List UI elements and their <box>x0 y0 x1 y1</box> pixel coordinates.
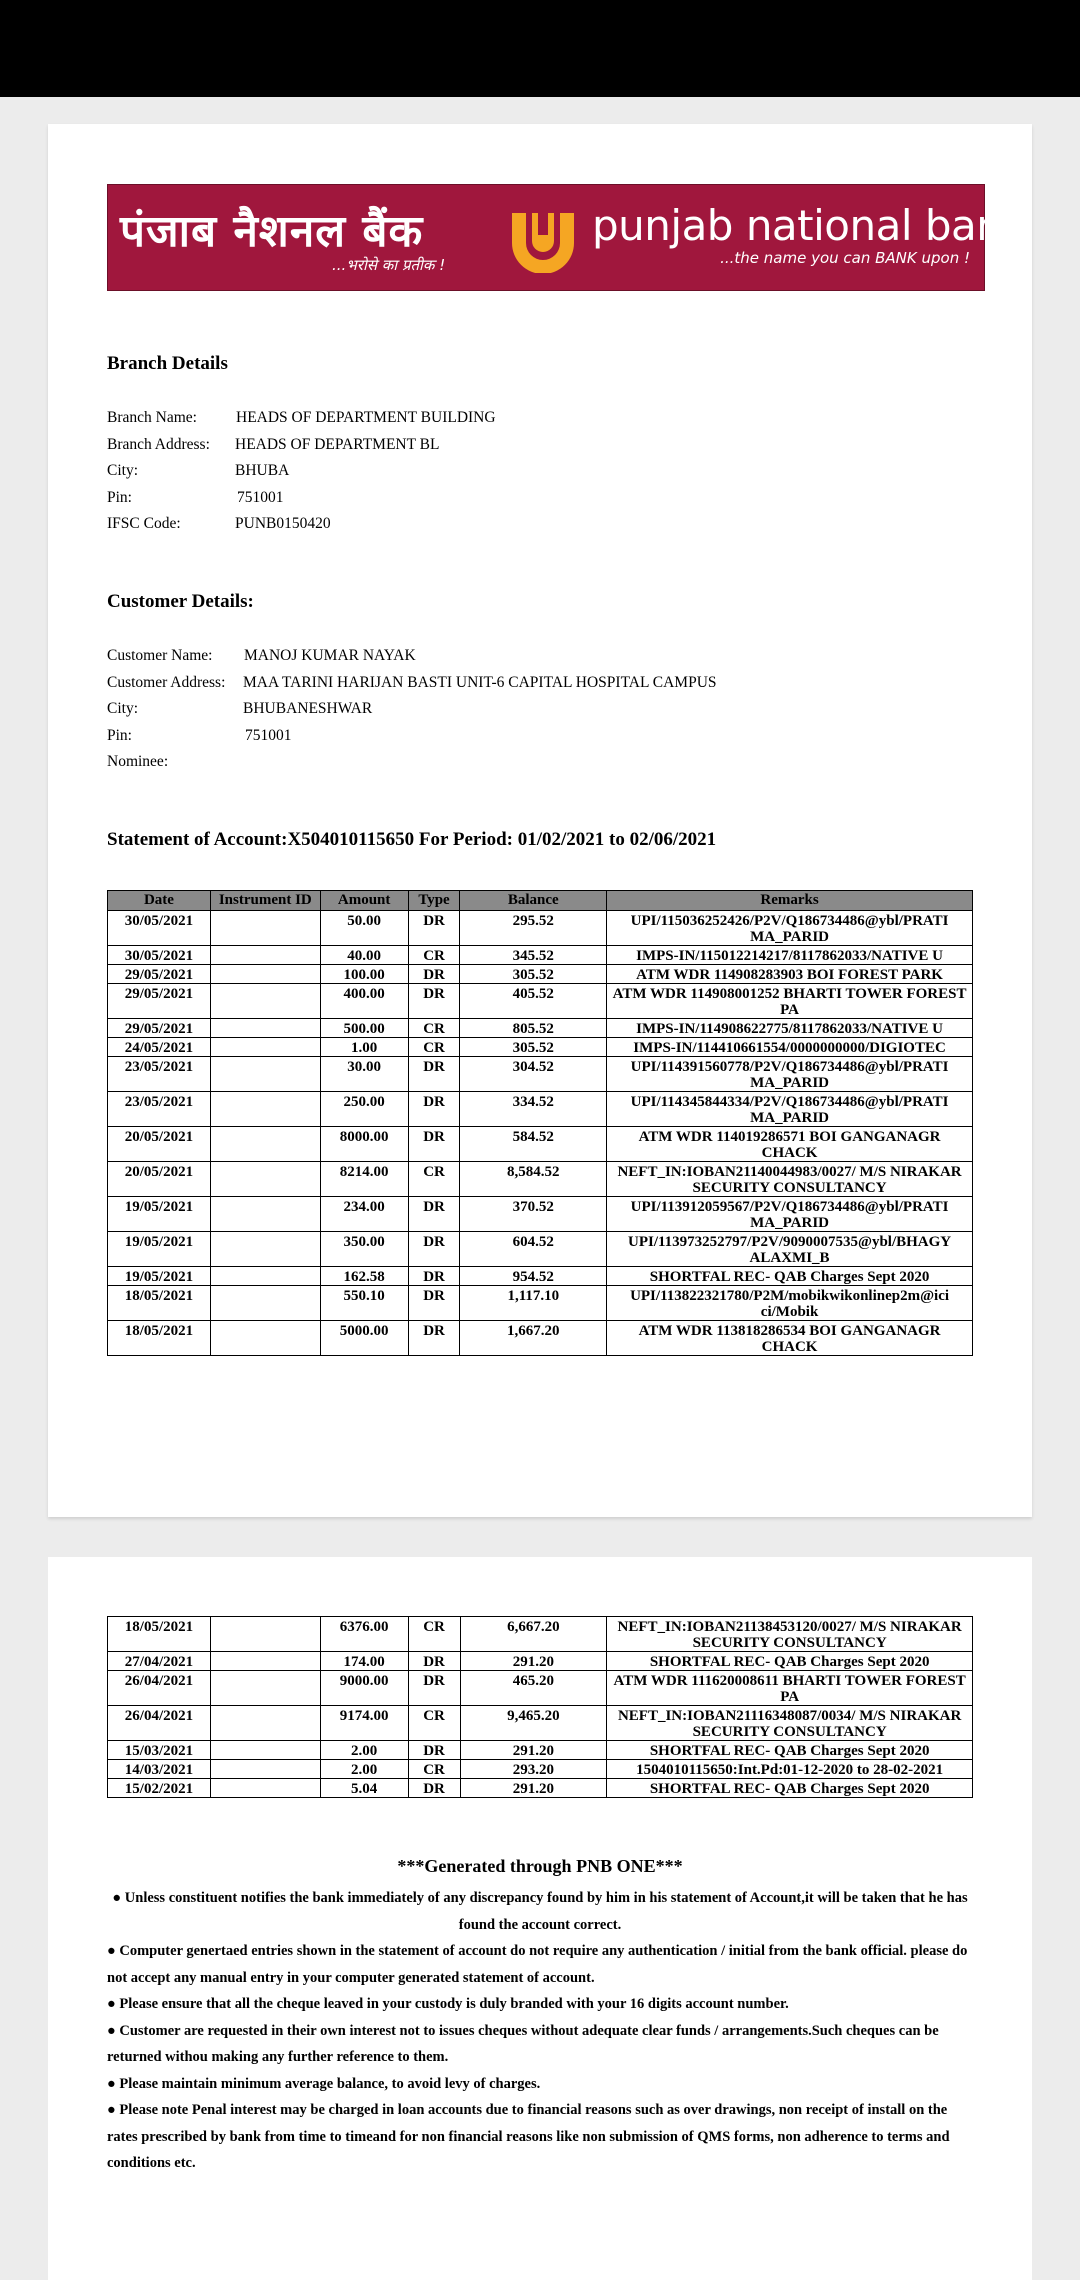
customer-address-value: MAA TARINI HARIJAN BASTI UNIT-6 CAPITAL HOSPITAL CAMPUS <box>243 673 717 691</box>
remarks-cell: IMPS-IN/114908622775/8117862033/NATIVE U <box>607 1019 973 1038</box>
instrument-id-cell <box>210 1779 320 1798</box>
balance-cell: 334.52 <box>460 1092 607 1127</box>
remarks-cell: IMPS-IN/115012214217/8117862033/NATIVE U <box>607 946 973 965</box>
date-cell: 18/05/2021 <box>108 1617 211 1652</box>
balance-cell: 805.52 <box>460 1019 607 1038</box>
table-row <box>108 984 973 1019</box>
remarks-cell: UPI/115036252426/P2V/Q186734486@ybl/PRATI MA_PARID <box>607 911 973 946</box>
amount-cell: 162.58 <box>320 1267 408 1286</box>
date-cell: 15/02/2021 <box>108 1779 211 1798</box>
table-row <box>108 1092 973 1127</box>
customer-city-label: City: <box>107 700 139 717</box>
instrument-id-cell <box>210 911 320 946</box>
type-cell: DR <box>408 965 460 984</box>
balance-cell: 305.52 <box>460 965 607 984</box>
instrument-id-cell <box>210 965 320 984</box>
transactions-body <box>108 1617 973 1798</box>
status-bar <box>0 0 1080 97</box>
type-cell: CR <box>408 1706 460 1741</box>
remarks-cell: SHORTFAL REC- QAB Charges Sept 2020 <box>607 1741 973 1760</box>
type-cell: DR <box>408 1127 460 1162</box>
type-cell: DR <box>408 1671 460 1706</box>
generated-through-label: ***Generated through PNB ONE*** <box>397 1856 683 1876</box>
remarks-cell: UPI/113822321780/P2M/mobikwikonlinep2m@ici ci/Mobik <box>607 1286 973 1321</box>
amount-cell: 400.00 <box>320 984 408 1019</box>
branch-name-label: Branch Name: <box>107 409 197 426</box>
balance-cell: 6,667.20 <box>460 1617 607 1652</box>
remarks-cell: SHORTFAL REC- QAB Charges Sept 2020 <box>607 1652 973 1671</box>
type-cell: DR <box>408 1286 460 1321</box>
amount-cell: 40.00 <box>320 946 408 965</box>
date-cell: 29/05/2021 <box>108 965 211 984</box>
amount-cell: 8000.00 <box>320 1127 408 1162</box>
remarks-cell: NEFT_IN:IOBAN21140044983/0027/ M/S NIRAKAR SECURITY CONSULTANCY <box>607 1162 973 1197</box>
amount-cell: 350.00 <box>320 1232 408 1267</box>
balance-cell: 291.20 <box>460 1652 607 1671</box>
type-cell: DR <box>408 1267 460 1286</box>
customer-city-value: BHUBANESHWAR <box>243 700 373 717</box>
type-cell: CR <box>408 1019 460 1038</box>
type-cell: DR <box>408 1652 460 1671</box>
statement-page-1 <box>48 124 1032 1517</box>
column-header-date: Date <box>108 891 211 911</box>
balance-cell: 1,117.10 <box>460 1286 607 1321</box>
instrument-id-cell <box>210 1197 320 1232</box>
type-cell: DR <box>408 1321 460 1356</box>
branch-pin-label: Pin: <box>107 488 132 506</box>
remarks-cell: SHORTFAL REC- QAB Charges Sept 2020 <box>607 1779 973 1798</box>
bank-banner <box>107 184 1027 291</box>
type-cell: CR <box>408 1162 460 1197</box>
date-cell: 26/04/2021 <box>108 1671 211 1706</box>
column-header-type: Type <box>408 891 460 911</box>
table-row <box>108 1741 973 1760</box>
table-row <box>108 1321 973 1356</box>
balance-cell: 304.52 <box>460 1057 607 1092</box>
branch-city-value: BHUBA <box>235 462 290 479</box>
balance-cell: 954.52 <box>460 1267 607 1286</box>
table-row <box>108 1671 973 1706</box>
date-cell: 29/05/2021 <box>108 1019 211 1038</box>
pnb-logo-icon <box>508 203 578 273</box>
transactions-table <box>107 890 973 1356</box>
type-cell: DR <box>408 1779 460 1798</box>
bank-hindi-name: पंजाब नैशनल बैंक <box>120 206 424 257</box>
instrument-id-cell <box>210 1162 320 1197</box>
customer-pin-label: Pin: <box>107 726 132 744</box>
note-item: ● Computer genertaed entries shown in the statement of account do not require any authentication / initial from the bank official. please do not accept any manual entry in your computer generated statement of account. <box>107 1943 968 1986</box>
remarks-cell: 1504010115650:Int.Pd:01-12-2020 to 28-02-2021 <box>607 1760 973 1779</box>
customer-name-value: MANOJ KUMAR NAYAK <box>244 647 416 664</box>
amount-cell: 2.00 <box>320 1760 408 1779</box>
amount-cell: 1.00 <box>320 1038 408 1057</box>
date-cell: 23/05/2021 <box>108 1057 211 1092</box>
balance-cell: 584.52 <box>460 1127 607 1162</box>
note-item: ● Customer are requested in their own interest not to issues cheques without adequate clear funds / arrangements.Such cheques can be returned withou making any further reference to them. <box>107 2022 939 2065</box>
type-cell: DR <box>408 1057 460 1092</box>
nominee-label: Nominee: <box>107 753 169 770</box>
customer-pin-value: 751001 <box>245 726 292 744</box>
customer-name-label: Customer Name: <box>107 647 213 664</box>
branch-pin-value: 751001 <box>237 488 284 506</box>
instrument-id-cell <box>210 1706 320 1741</box>
type-cell: DR <box>408 1197 460 1232</box>
branch-details-heading: Branch Details <box>107 353 228 374</box>
table-row <box>108 1617 973 1652</box>
remarks-cell: NEFT_IN:IOBAN21138453120/0027/ M/S NIRAKAR SECURITY CONSULTANCY <box>607 1617 973 1652</box>
balance-cell: 1,667.20 <box>460 1321 607 1356</box>
instrument-id-cell <box>210 946 320 965</box>
date-cell: 18/05/2021 <box>108 1321 211 1356</box>
instrument-id-cell <box>210 1127 320 1162</box>
date-cell: 26/04/2021 <box>108 1706 211 1741</box>
balance-cell: 8,584.52 <box>460 1162 607 1197</box>
instrument-id-cell <box>210 1671 320 1706</box>
note-item: ● Unless constituent notifies the bank immediately of any discrepancy found by him in his statement of Account,it will be taken that he has found the account correct. <box>112 1890 968 1933</box>
date-cell: 20/05/2021 <box>108 1127 211 1162</box>
amount-cell: 9174.00 <box>320 1706 408 1741</box>
remarks-cell: IMPS-IN/114410661554/0000000000/DIGIOTEC <box>607 1038 973 1057</box>
amount-cell: 550.10 <box>320 1286 408 1321</box>
remarks-cell: ATM WDR 111620008611 BHARTI TOWER FOREST PA <box>607 1671 973 1706</box>
date-cell: 30/05/2021 <box>108 946 211 965</box>
balance-cell: 305.52 <box>460 1038 607 1057</box>
date-cell: 24/05/2021 <box>108 1038 211 1057</box>
remarks-cell: ATM WDR 113818286534 BOI GANGANAGR CHACK <box>607 1321 973 1356</box>
table-row <box>108 1057 973 1092</box>
balance-cell: 295.52 <box>460 911 607 946</box>
bank-english-tagline: ...the name you can BANK upon ! <box>720 249 970 267</box>
balance-cell: 370.52 <box>460 1197 607 1232</box>
amount-cell: 2.00 <box>320 1741 408 1760</box>
amount-cell: 30.00 <box>320 1057 408 1092</box>
column-header-balance: Balance <box>460 891 607 911</box>
date-cell: 29/05/2021 <box>108 984 211 1019</box>
table-row <box>108 1038 973 1057</box>
table-row <box>108 1760 973 1779</box>
date-cell: 14/03/2021 <box>108 1760 211 1779</box>
type-cell: DR <box>408 984 460 1019</box>
date-cell: 19/05/2021 <box>108 1197 211 1232</box>
instrument-id-cell <box>210 1741 320 1760</box>
type-cell: CR <box>408 1617 460 1652</box>
branch-address-label: Branch Address: <box>107 435 210 453</box>
customer-address-label: Customer Address: <box>107 673 226 691</box>
balance-cell: 345.52 <box>460 946 607 965</box>
type-cell: CR <box>408 1038 460 1057</box>
type-cell: CR <box>408 1760 460 1779</box>
table-row <box>108 1162 973 1197</box>
customer-details-heading: Customer Details: <box>107 591 254 612</box>
amount-cell: 8214.00 <box>320 1162 408 1197</box>
date-cell: 19/05/2021 <box>108 1267 211 1286</box>
instrument-id-cell <box>210 1267 320 1286</box>
type-cell: CR <box>408 946 460 965</box>
remarks-cell: SHORTFAL REC- QAB Charges Sept 2020 <box>607 1267 973 1286</box>
transactions-body <box>108 911 973 1356</box>
type-cell: DR <box>408 1741 460 1760</box>
remarks-cell: UPI/113973252797/P2V/9090007535@ybl/BHAGY ALAXMI_B <box>607 1232 973 1267</box>
table-row <box>108 1197 973 1232</box>
balance-cell: 604.52 <box>460 1232 607 1267</box>
statement-title: Statement of Account:X504010115650 For Period: 01/02/2021 to 02/06/2021 <box>107 829 717 850</box>
balance-cell: 405.52 <box>460 984 607 1019</box>
note-item: ● Please maintain minimum average balance, to avoid levy of charges. <box>107 2075 541 2092</box>
date-cell: 20/05/2021 <box>108 1162 211 1197</box>
table-row <box>108 1019 973 1038</box>
date-cell: 30/05/2021 <box>108 911 211 946</box>
amount-cell: 50.00 <box>320 911 408 946</box>
statement-notes <box>107 1885 973 2177</box>
type-cell: DR <box>408 911 460 946</box>
instrument-id-cell <box>210 1652 320 1671</box>
date-cell: 23/05/2021 <box>108 1092 211 1127</box>
instrument-id-cell <box>210 1038 320 1057</box>
amount-cell: 234.00 <box>320 1197 408 1232</box>
branch-address-value: HEADS OF DEPARTMENT BL <box>235 435 440 453</box>
instrument-id-cell <box>210 1617 320 1652</box>
column-header-instrument-id: Instrument ID <box>210 891 320 911</box>
note-item: ● Please ensure that all the cheque leaved in your custody is duly branded with your 16 digits account number. <box>107 1996 789 2012</box>
amount-cell: 250.00 <box>320 1092 408 1127</box>
instrument-id-cell <box>210 1286 320 1321</box>
instrument-id-cell <box>210 1232 320 1267</box>
date-cell: 27/04/2021 <box>108 1652 211 1671</box>
instrument-id-cell <box>210 1019 320 1038</box>
remarks-cell: NEFT_IN:IOBAN21116348087/0034/ M/S NIRAKAR SECURITY CONSULTANCY <box>607 1706 973 1741</box>
ifsc-code-value: PUNB0150420 <box>235 515 331 532</box>
balance-cell: 465.20 <box>460 1671 607 1706</box>
table-row <box>108 1779 973 1798</box>
table-row <box>108 911 973 946</box>
amount-cell: 174.00 <box>320 1652 408 1671</box>
type-cell: DR <box>408 1232 460 1267</box>
column-header-amount: Amount <box>320 891 408 911</box>
date-cell: 15/03/2021 <box>108 1741 211 1760</box>
table-row <box>108 1127 973 1162</box>
remarks-cell: UPI/114345844334/P2V/Q186734486@ybl/PRATI MA_PARID <box>607 1092 973 1127</box>
table-row <box>108 1286 973 1321</box>
table-row <box>108 1652 973 1671</box>
remarks-cell: ATM WDR 114019286571 BOI GANGANAGR CHACK <box>607 1127 973 1162</box>
balance-cell: 293.20 <box>460 1760 607 1779</box>
ifsc-code-label: IFSC Code: <box>107 515 181 532</box>
note-item: ● Please note Penal interest may be charged in loan accounts due to financial reasons such as over drawings, non receipt of install on the rates prescribed by bank from time to timeand for non financial reasons like non submission of QMS forms, non adherence to terms and conditions etc. <box>107 2102 950 2171</box>
remarks-cell: ATM WDR 114908283903 BOI FOREST PARK <box>607 965 973 984</box>
amount-cell: 6376.00 <box>320 1617 408 1652</box>
balance-cell: 9,465.20 <box>460 1706 607 1741</box>
branch-name-value: HEADS OF DEPARTMENT BUILDING <box>236 409 496 426</box>
statement-page-2 <box>48 1557 1032 2280</box>
table-row <box>108 965 973 984</box>
amount-cell: 100.00 <box>320 965 408 984</box>
bank-hindi-tagline: ...भरोसे का प्रतीक ! <box>332 256 446 274</box>
remarks-cell: ATM WDR 114908001252 BHARTI TOWER FOREST PA <box>607 984 973 1019</box>
column-header-remarks: Remarks <box>607 891 973 911</box>
transactions-table-continued <box>107 1616 973 1798</box>
balance-cell: 291.20 <box>460 1741 607 1760</box>
amount-cell: 5.04 <box>320 1779 408 1798</box>
instrument-id-cell <box>210 1057 320 1092</box>
remarks-cell: UPI/114391560778/P2V/Q186734486@ybl/PRATI MA_PARID <box>607 1057 973 1092</box>
instrument-id-cell <box>210 1092 320 1127</box>
amount-cell: 5000.00 <box>320 1321 408 1356</box>
table-row <box>108 1232 973 1267</box>
amount-cell: 500.00 <box>320 1019 408 1038</box>
type-cell: DR <box>408 1092 460 1127</box>
instrument-id-cell <box>210 984 320 1019</box>
table-header-row <box>108 891 973 911</box>
branch-city-label: City: <box>107 462 139 479</box>
table-row <box>108 1267 973 1286</box>
table-row <box>108 946 973 965</box>
table-row <box>108 1706 973 1741</box>
date-cell: 18/05/2021 <box>108 1286 211 1321</box>
instrument-id-cell <box>210 1760 320 1779</box>
bank-english-name: punjab national bank <box>592 201 1027 250</box>
amount-cell: 9000.00 <box>320 1671 408 1706</box>
balance-cell: 291.20 <box>460 1779 607 1798</box>
remarks-cell: UPI/113912059567/P2V/Q186734486@ybl/PRATI MA_PARID <box>607 1197 973 1232</box>
date-cell: 19/05/2021 <box>108 1232 211 1267</box>
instrument-id-cell <box>210 1321 320 1356</box>
